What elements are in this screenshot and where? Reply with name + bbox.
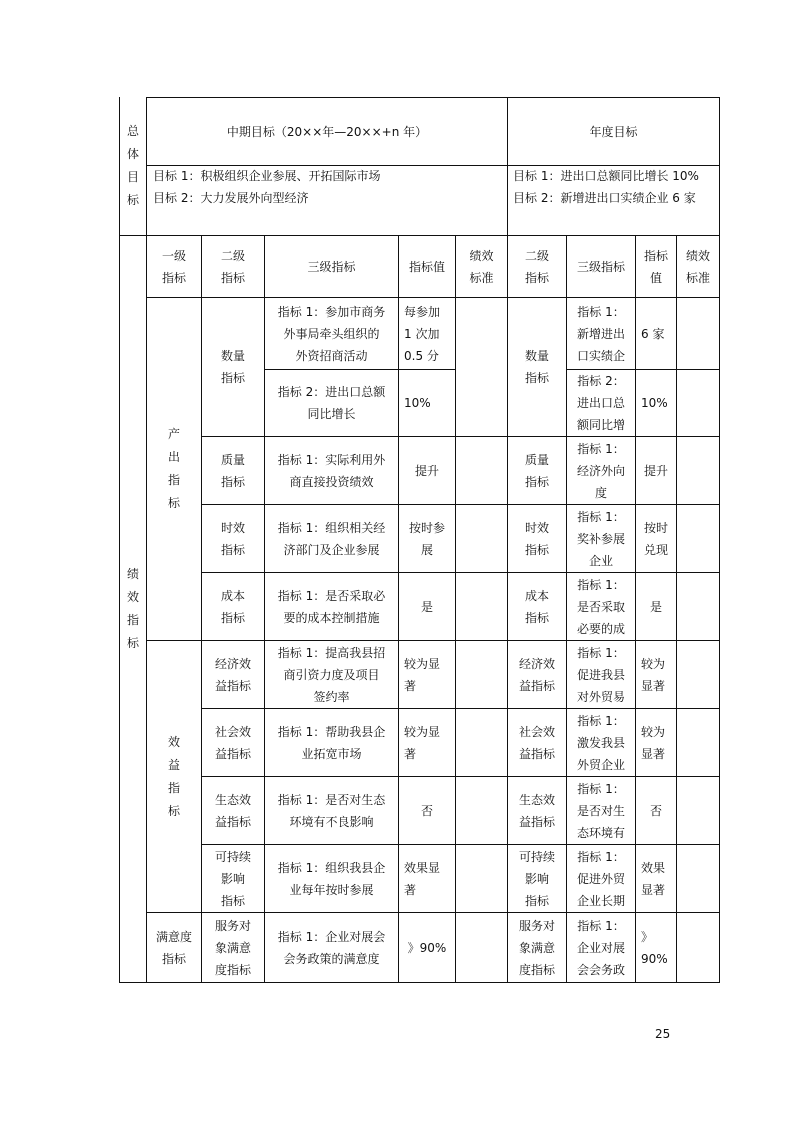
- value-cell: 效果显 著: [404, 860, 441, 897]
- value-cell: 》90%: [407, 940, 447, 955]
- overall-goal-label: 总 体 目 标: [126, 124, 139, 207]
- indicator-cell: 指标 1：组织相关经 济部门及企业参展: [277, 520, 386, 557]
- value-cell: 每参加 1 次加 0.5 分: [404, 304, 441, 363]
- value-cell-annual: 10%: [641, 396, 668, 410]
- value-cell-annual: 较为 显著: [641, 724, 666, 761]
- mid-term-title: 中期目标（20××年—20××+n 年）: [226, 124, 428, 139]
- value-cell: 10%: [404, 396, 431, 410]
- indicator-cell: 指标 1：实际利用外 商直接投资绩效: [277, 452, 386, 489]
- row-label-timeliness: 时效 指标: [220, 520, 245, 557]
- row-label-social-annual: 社会效 益指标: [518, 724, 555, 761]
- value-cell-annual: 是: [649, 599, 662, 614]
- divider: [455, 235, 456, 983]
- value-cell-annual: 否: [649, 803, 662, 818]
- value-cell: 提升: [414, 463, 439, 478]
- performance-indicator-label: 绩 效 指 标: [126, 567, 139, 650]
- page-number: 25: [655, 1027, 671, 1041]
- annual-title: 年度目标: [589, 124, 638, 139]
- row-label-ecological: 生态效 益指标: [214, 792, 251, 829]
- annual-goals: 目标 1：进出口总额同比增长 10% 目标 2：新增进出口实绩企业 6 家: [513, 169, 699, 205]
- header-level2-annual: 二级 指标: [524, 248, 549, 285]
- indicator-cell-annual: 指标 1： 经济外向 度: [576, 441, 625, 500]
- header-standard-annual: 绩效 标准: [685, 248, 710, 285]
- group-benefit: 效 益 指 标: [167, 734, 180, 818]
- header-level2: 二级 指标: [220, 248, 245, 285]
- header-value-annual: 指标 值: [643, 248, 668, 285]
- header-value: 指标值: [408, 259, 445, 274]
- indicator-cell: 指标 1：企业对展会 会务政策的满意度: [277, 929, 386, 966]
- value-cell: 是: [420, 599, 433, 614]
- value-cell-annual: 效果 显著: [641, 860, 666, 897]
- row-label-cost: 成本 指标: [220, 588, 245, 625]
- indicator-cell-annual: 指标 1： 企业对展 会会务政: [576, 918, 625, 977]
- value-cell-annual: 较为 显著: [641, 656, 666, 693]
- indicator-cell-annual: 指标 1： 促进外贸 企业长期: [576, 849, 625, 908]
- value-cell-annual: 》 90%: [641, 929, 668, 966]
- header-level1: 一级 指标: [161, 248, 186, 285]
- header-level3-annual: 三级指标: [576, 259, 625, 274]
- indicator-cell-annual: 指标 2： 进出口总 额同比增: [576, 374, 625, 432]
- indicator-cell: 指标 1：是否采取必 要的成本控制措施: [277, 588, 386, 625]
- header-standard: 绩效 标准: [469, 248, 494, 285]
- row-label-satisfaction-annual: 服务对 象满意 度指标: [518, 918, 555, 977]
- indicator-cell-annual: 指标 1： 激发我县 外贸企业: [576, 713, 625, 772]
- mid-term-goals: 目标 1：积极组织企业参展、开拓国际市场 目标 2：大力发展外向型经济: [153, 169, 381, 205]
- value-cell-annual: 6 家: [641, 326, 665, 341]
- header-level3: 三级指标: [307, 259, 356, 274]
- row-label-quantity-annual: 数量 指标: [524, 349, 549, 385]
- indicator-cell: 指标 1：是否对生态 环境有不良影响: [277, 792, 386, 829]
- row-label-economic: 经济效 益指标: [214, 656, 251, 693]
- indicator-cell: 指标 1：组织我县企 业每年按时参展: [277, 860, 386, 897]
- row-label-sustainable-annual: 可持续 影响 指标: [518, 849, 555, 908]
- indicator-cell-annual: 指标 1： 新增进出 口实绩企: [576, 304, 625, 363]
- indicator-cell-annual: 指标 1： 是否采取 必要的成: [576, 577, 625, 636]
- row-label-social: 社会效 益指标: [214, 724, 251, 761]
- row-label-timeliness-annual: 时效 指标: [524, 520, 549, 557]
- row-label-cost-annual: 成本 指标: [524, 588, 549, 625]
- row-label-economic-annual: 经济效 益指标: [518, 656, 555, 693]
- row-label-satisfaction: 服务对 象满意 度指标: [214, 918, 251, 977]
- indicator-cell: 指标 1：帮助我县企 业拓宽市场: [277, 724, 386, 761]
- table-border-bottom: [119, 982, 720, 983]
- row-label-quality: 质量 指标: [220, 452, 245, 489]
- indicator-cell: 指标 2：进出口总额 同比增长: [277, 385, 386, 421]
- value-cell: 否: [420, 803, 433, 818]
- indicator-cell-annual: 指标 1： 是否对生 态环境有: [576, 781, 625, 840]
- value-cell-annual: 提升: [643, 463, 668, 478]
- indicator-cell-annual: 指标 1： 促进我县 对外贸易: [576, 645, 625, 704]
- group-output: 产 出 指 标: [167, 427, 180, 510]
- row-label-quality-annual: 质量 指标: [524, 452, 549, 489]
- table-border-right: [719, 97, 720, 983]
- value-cell-annual: 按时 兑现: [643, 520, 668, 557]
- value-cell: 较为显 著: [404, 656, 441, 693]
- divider: [676, 235, 677, 983]
- row-label-sustainable: 可持续 影响 指标: [214, 849, 251, 908]
- indicator-cell-annual: 指标 1： 奖补参展 企业: [576, 509, 625, 568]
- indicator-cell: 指标 1：提高我县招 商引资力度及项目 签约率: [277, 645, 386, 704]
- value-cell: 较为显 著: [404, 724, 441, 761]
- row-label-quantity: 数量 指标: [220, 349, 245, 385]
- group-satisfaction: 满意度 指标: [155, 929, 192, 966]
- row-label-ecological-annual: 生态效 益指标: [518, 792, 555, 829]
- indicator-cell: 指标 1：参加市商务 外事局牵头组织的 外资招商活动: [277, 304, 386, 363]
- value-cell: 按时参 展: [408, 520, 445, 557]
